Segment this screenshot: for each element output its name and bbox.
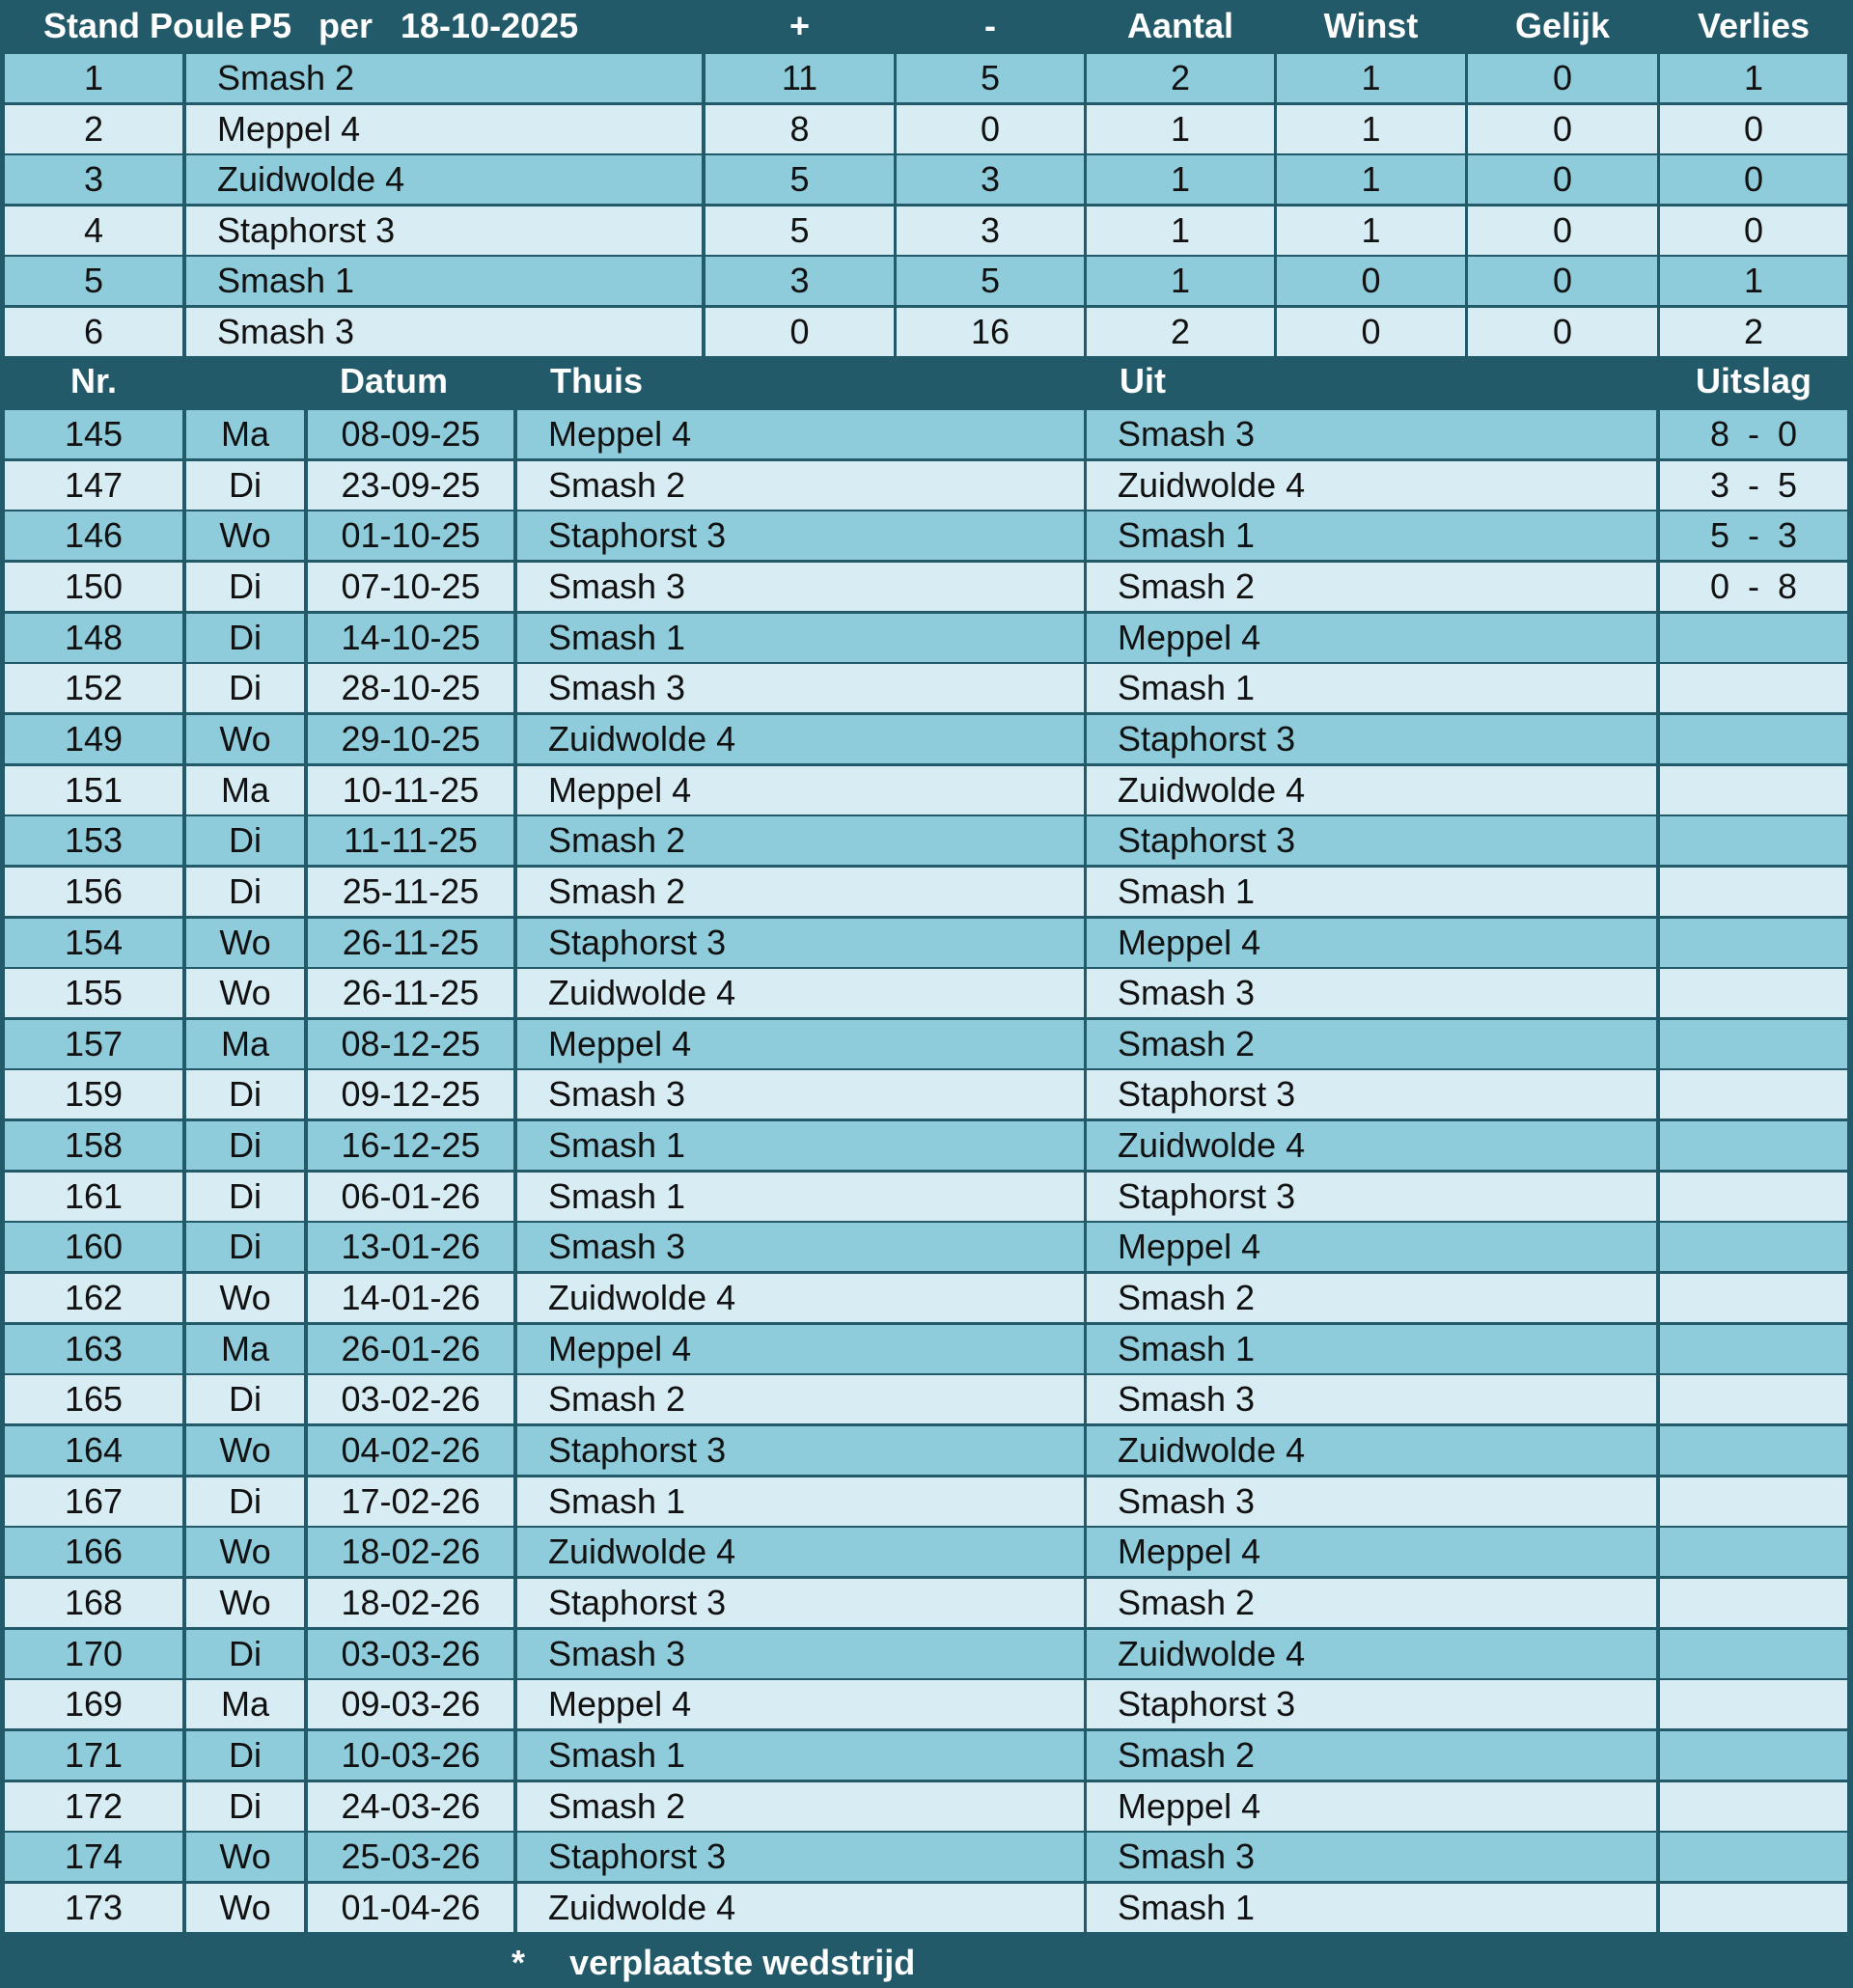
standings-plus: 0 bbox=[705, 308, 894, 356]
match-nr: 160 bbox=[5, 1223, 182, 1271]
footer-note bbox=[512, 1939, 915, 1987]
standings-minus: 3 bbox=[897, 207, 1084, 255]
col-header-plus: + bbox=[788, 6, 811, 45]
standings-aantal: 1 bbox=[1087, 155, 1274, 204]
match-result bbox=[1660, 1426, 1847, 1475]
match-date: 08-12-25 bbox=[308, 1020, 513, 1068]
match-date: 13-01-26 bbox=[308, 1223, 513, 1271]
match-result bbox=[1660, 766, 1847, 815]
col-header-thuis: Thuis bbox=[550, 361, 643, 400]
standings-minus: 3 bbox=[897, 155, 1084, 204]
match-nr: 153 bbox=[5, 816, 182, 865]
match-day: Di bbox=[186, 461, 304, 510]
match-home-team: Smash 2 bbox=[517, 868, 1084, 916]
match-away-team: Staphorst 3 bbox=[1087, 1680, 1656, 1728]
standings-pos: 2 bbox=[5, 105, 182, 153]
standings-title-date: 18-10-2025 bbox=[401, 6, 579, 45]
standings-title-poule: P5 bbox=[249, 6, 292, 45]
match-result bbox=[1660, 715, 1847, 763]
match-date: 11-11-25 bbox=[308, 816, 513, 865]
match-result bbox=[1660, 1630, 1847, 1678]
standings-aantal: 1 bbox=[1087, 257, 1274, 305]
match-date: 24-03-26 bbox=[308, 1782, 513, 1831]
standings-winst: 1 bbox=[1277, 207, 1465, 255]
match-day: Ma bbox=[186, 766, 304, 815]
match-away-team: Staphorst 3 bbox=[1087, 816, 1656, 865]
col-header-nr: Nr. bbox=[69, 361, 118, 400]
match-nr: 170 bbox=[5, 1630, 182, 1678]
match-nr: 163 bbox=[5, 1325, 182, 1373]
match-date: 23-09-25 bbox=[308, 461, 513, 510]
match-day: Di bbox=[186, 1630, 304, 1678]
standings-winst: 0 bbox=[1277, 308, 1465, 356]
match-nr: 169 bbox=[5, 1680, 182, 1728]
result-home-score: 5 bbox=[1709, 515, 1730, 555]
standings-gelijk: 0 bbox=[1468, 155, 1657, 204]
match-nr: 154 bbox=[5, 919, 182, 967]
match-nr: 173 bbox=[5, 1884, 182, 1932]
standings-verlies: 2 bbox=[1660, 308, 1847, 356]
match-result bbox=[1660, 1173, 1847, 1221]
match-result bbox=[1660, 614, 1847, 662]
match-date: 03-02-26 bbox=[308, 1375, 513, 1423]
match-nr: 171 bbox=[5, 1731, 182, 1780]
match-day: Di bbox=[186, 816, 304, 865]
match-home-team: Smash 1 bbox=[517, 1477, 1084, 1526]
standings-aantal: 1 bbox=[1087, 105, 1274, 153]
match-date: 16-12-25 bbox=[308, 1121, 513, 1170]
result-dash: - bbox=[1748, 414, 1759, 454]
match-day: Ma bbox=[186, 1325, 304, 1373]
match-day: Wo bbox=[186, 1426, 304, 1475]
match-result bbox=[1660, 410, 1847, 458]
standings-aantal: 1 bbox=[1087, 207, 1274, 255]
match-day: Di bbox=[186, 1375, 304, 1423]
match-date: 18-02-26 bbox=[308, 1528, 513, 1576]
col-header-minus: - bbox=[984, 6, 996, 45]
match-nr: 145 bbox=[5, 410, 182, 458]
standings-minus: 0 bbox=[897, 105, 1084, 153]
match-away-team: Smash 2 bbox=[1087, 563, 1656, 611]
match-home-team: Smash 1 bbox=[517, 1121, 1084, 1170]
match-date: 10-11-25 bbox=[308, 766, 513, 815]
standings-verlies: 0 bbox=[1660, 207, 1847, 255]
match-home-team: Zuidwolde 4 bbox=[517, 969, 1084, 1017]
match-away-team: Meppel 4 bbox=[1087, 1782, 1656, 1831]
match-day: Di bbox=[186, 664, 304, 712]
match-nr: 159 bbox=[5, 1070, 182, 1118]
result-away-score: 0 bbox=[1777, 414, 1798, 454]
standings-verlies: 0 bbox=[1660, 105, 1847, 153]
standings-team: Meppel 4 bbox=[186, 105, 702, 153]
match-date: 06-01-26 bbox=[308, 1173, 513, 1221]
match-day: Ma bbox=[186, 1680, 304, 1728]
match-result bbox=[1660, 1070, 1847, 1118]
match-nr: 162 bbox=[5, 1274, 182, 1322]
match-result bbox=[1660, 1121, 1847, 1170]
match-home-team: Meppel 4 bbox=[517, 1680, 1084, 1728]
match-home-team: Staphorst 3 bbox=[517, 511, 1084, 560]
match-home-team: Meppel 4 bbox=[517, 410, 1084, 458]
match-date: 04-02-26 bbox=[308, 1426, 513, 1475]
standings-winst: 1 bbox=[1277, 105, 1465, 153]
match-date: 28-10-25 bbox=[308, 664, 513, 712]
match-day: Wo bbox=[186, 511, 304, 560]
match-date: 08-09-25 bbox=[308, 410, 513, 458]
match-nr: 151 bbox=[5, 766, 182, 815]
match-away-team: Meppel 4 bbox=[1087, 1528, 1656, 1576]
footer-note-text: verplaatste wedstrijd bbox=[569, 1943, 916, 1982]
match-away-team: Smash 1 bbox=[1087, 664, 1656, 712]
match-day: Di bbox=[186, 1782, 304, 1831]
standings-pos: 1 bbox=[5, 54, 182, 102]
match-home-team: Smash 3 bbox=[517, 1630, 1084, 1678]
standings-gelijk: 0 bbox=[1468, 308, 1657, 356]
match-day: Wo bbox=[186, 1274, 304, 1322]
match-day: Wo bbox=[186, 715, 304, 763]
match-away-team: Smash 1 bbox=[1087, 1884, 1656, 1932]
match-date: 14-01-26 bbox=[308, 1274, 513, 1322]
match-date: 29-10-25 bbox=[308, 715, 513, 763]
match-day: Di bbox=[186, 1070, 304, 1118]
match-away-team: Zuidwolde 4 bbox=[1087, 766, 1656, 815]
match-home-team: Zuidwolde 4 bbox=[517, 1884, 1084, 1932]
match-day: Di bbox=[186, 614, 304, 662]
match-day: Ma bbox=[186, 1020, 304, 1068]
match-day: Wo bbox=[186, 969, 304, 1017]
match-result bbox=[1660, 511, 1847, 560]
standings-plus: 5 bbox=[705, 155, 894, 204]
match-date: 17-02-26 bbox=[308, 1477, 513, 1526]
standings-gelijk: 0 bbox=[1468, 105, 1657, 153]
standings-verlies: 0 bbox=[1660, 155, 1847, 204]
match-home-team: Staphorst 3 bbox=[517, 919, 1084, 967]
match-date: 01-04-26 bbox=[308, 1884, 513, 1932]
standings-winst: 0 bbox=[1277, 257, 1465, 305]
match-day: Wo bbox=[186, 1884, 304, 1932]
standings-title-prefix: Stand Poule bbox=[43, 6, 245, 45]
match-away-team: Smash 3 bbox=[1087, 969, 1656, 1017]
match-result bbox=[1660, 1375, 1847, 1423]
match-day: Di bbox=[186, 868, 304, 916]
standings-verlies: 1 bbox=[1660, 54, 1847, 102]
match-result bbox=[1660, 563, 1847, 611]
match-result bbox=[1660, 1782, 1847, 1831]
standings-minus: 16 bbox=[897, 308, 1084, 356]
match-nr: 147 bbox=[5, 461, 182, 510]
standings-team: Smash 2 bbox=[186, 54, 702, 102]
match-home-team: Staphorst 3 bbox=[517, 1833, 1084, 1881]
match-nr: 161 bbox=[5, 1173, 182, 1221]
standings-gelijk: 0 bbox=[1468, 207, 1657, 255]
result-home-score: 8 bbox=[1709, 414, 1730, 454]
standings-plus: 3 bbox=[705, 257, 894, 305]
match-nr: 166 bbox=[5, 1528, 182, 1576]
match-day: Di bbox=[186, 1223, 304, 1271]
match-home-team: Smash 3 bbox=[517, 1223, 1084, 1271]
match-home-team: Zuidwolde 4 bbox=[517, 1274, 1084, 1322]
match-result bbox=[1660, 1528, 1847, 1576]
match-away-team: Smash 2 bbox=[1087, 1020, 1656, 1068]
match-away-team: Zuidwolde 4 bbox=[1087, 1630, 1656, 1678]
match-away-team: Smash 2 bbox=[1087, 1274, 1656, 1322]
match-nr: 164 bbox=[5, 1426, 182, 1475]
match-date: 09-03-26 bbox=[308, 1680, 513, 1728]
standings-minus: 5 bbox=[897, 54, 1084, 102]
match-result bbox=[1660, 919, 1847, 967]
match-day: Ma bbox=[186, 410, 304, 458]
match-away-team: Smash 3 bbox=[1087, 410, 1656, 458]
match-home-team: Smash 2 bbox=[517, 816, 1084, 865]
standings-plus: 11 bbox=[705, 54, 894, 102]
result-dash: - bbox=[1748, 566, 1759, 606]
match-away-team: Meppel 4 bbox=[1087, 614, 1656, 662]
match-home-team: Staphorst 3 bbox=[517, 1579, 1084, 1627]
match-home-team: Smash 3 bbox=[517, 563, 1084, 611]
match-away-team: Meppel 4 bbox=[1087, 1223, 1656, 1271]
standings-pos: 3 bbox=[5, 155, 182, 204]
match-home-team: Smash 2 bbox=[517, 1375, 1084, 1423]
match-result bbox=[1660, 1477, 1847, 1526]
match-nr: 152 bbox=[5, 664, 182, 712]
match-home-team: Smash 2 bbox=[517, 1782, 1084, 1831]
standings-pos: 4 bbox=[5, 207, 182, 255]
match-result bbox=[1660, 1325, 1847, 1373]
match-away-team: Smash 3 bbox=[1087, 1833, 1656, 1881]
footer-asterisk: * bbox=[512, 1943, 526, 1982]
match-result bbox=[1660, 1223, 1847, 1271]
match-away-team: Zuidwolde 4 bbox=[1087, 1426, 1656, 1475]
match-nr: 156 bbox=[5, 868, 182, 916]
match-nr: 158 bbox=[5, 1121, 182, 1170]
match-away-team: Zuidwolde 4 bbox=[1087, 461, 1656, 510]
match-home-team: Meppel 4 bbox=[517, 1020, 1084, 1068]
match-away-team: Smash 2 bbox=[1087, 1579, 1656, 1627]
col-header-aantal: Aantal bbox=[1126, 6, 1234, 45]
match-home-team: Meppel 4 bbox=[517, 1325, 1084, 1373]
col-header-datum: Datum bbox=[340, 361, 449, 400]
match-home-team: Smash 1 bbox=[517, 1731, 1084, 1780]
result-home-score: 3 bbox=[1709, 465, 1730, 505]
match-result bbox=[1660, 1274, 1847, 1322]
match-date: 26-11-25 bbox=[308, 969, 513, 1017]
match-away-team: Staphorst 3 bbox=[1087, 715, 1656, 763]
match-nr: 146 bbox=[5, 511, 182, 560]
result-dash: - bbox=[1748, 465, 1759, 505]
match-date: 14-10-25 bbox=[308, 614, 513, 662]
match-result bbox=[1660, 1680, 1847, 1728]
match-result bbox=[1660, 1020, 1847, 1068]
match-nr: 149 bbox=[5, 715, 182, 763]
match-away-team: Smash 3 bbox=[1087, 1477, 1656, 1526]
match-date: 18-02-26 bbox=[308, 1579, 513, 1627]
match-day: Di bbox=[186, 1477, 304, 1526]
match-home-team: Staphorst 3 bbox=[517, 1426, 1084, 1475]
result-away-score: 5 bbox=[1777, 465, 1798, 505]
match-away-team: Smash 2 bbox=[1087, 1731, 1656, 1780]
standings-plus: 8 bbox=[705, 105, 894, 153]
match-date: 10-03-26 bbox=[308, 1731, 513, 1780]
match-result bbox=[1660, 664, 1847, 712]
standings-team: Smash 1 bbox=[186, 257, 702, 305]
result-away-score: 3 bbox=[1777, 515, 1798, 555]
match-result bbox=[1660, 1833, 1847, 1881]
match-day: Di bbox=[186, 1731, 304, 1780]
col-header-verlies: Verlies bbox=[1697, 6, 1811, 45]
match-result bbox=[1660, 461, 1847, 510]
match-nr: 150 bbox=[5, 563, 182, 611]
standings-team: Zuidwolde 4 bbox=[186, 155, 702, 204]
match-day: Di bbox=[186, 1121, 304, 1170]
match-date: 03-03-26 bbox=[308, 1630, 513, 1678]
standings-gelijk: 0 bbox=[1468, 54, 1657, 102]
standings-plus: 5 bbox=[705, 207, 894, 255]
match-day: Wo bbox=[186, 1833, 304, 1881]
match-away-team: Zuidwolde 4 bbox=[1087, 1121, 1656, 1170]
match-day: Wo bbox=[186, 919, 304, 967]
match-away-team: Staphorst 3 bbox=[1087, 1070, 1656, 1118]
result-dash: - bbox=[1748, 515, 1759, 555]
match-date: 26-01-26 bbox=[308, 1325, 513, 1373]
col-header-uit: Uit bbox=[1120, 361, 1166, 400]
match-result bbox=[1660, 868, 1847, 916]
schedule-header-band bbox=[0, 357, 1853, 408]
standings-pos: 5 bbox=[5, 257, 182, 305]
match-date: 25-03-26 bbox=[308, 1833, 513, 1881]
match-result bbox=[1660, 1884, 1847, 1932]
standings-winst: 1 bbox=[1277, 155, 1465, 204]
match-nr: 157 bbox=[5, 1020, 182, 1068]
match-away-team: Smash 3 bbox=[1087, 1375, 1656, 1423]
col-header-winst: Winst bbox=[1323, 6, 1419, 45]
match-home-team: Zuidwolde 4 bbox=[517, 1528, 1084, 1576]
match-day: Wo bbox=[186, 1528, 304, 1576]
col-header-uitslag: Uitslag bbox=[1695, 361, 1812, 400]
footer-band bbox=[0, 1935, 1853, 1988]
match-result bbox=[1660, 1731, 1847, 1780]
standings-team: Staphorst 3 bbox=[186, 207, 702, 255]
match-away-team: Smash 1 bbox=[1087, 868, 1656, 916]
standings-pos: 6 bbox=[5, 308, 182, 356]
match-date: 09-12-25 bbox=[308, 1070, 513, 1118]
match-nr: 168 bbox=[5, 1579, 182, 1627]
match-nr: 165 bbox=[5, 1375, 182, 1423]
match-date: 07-10-25 bbox=[308, 563, 513, 611]
result-home-score: 0 bbox=[1709, 566, 1730, 606]
match-day: Di bbox=[186, 1173, 304, 1221]
match-away-team: Meppel 4 bbox=[1087, 919, 1656, 967]
match-home-team: Smash 3 bbox=[517, 1070, 1084, 1118]
match-date: 26-11-25 bbox=[308, 919, 513, 967]
standings-title-per: per bbox=[318, 6, 373, 45]
match-nr: 174 bbox=[5, 1833, 182, 1881]
match-home-team: Smash 1 bbox=[517, 614, 1084, 662]
match-home-team: Zuidwolde 4 bbox=[517, 715, 1084, 763]
match-home-team: Smash 3 bbox=[517, 664, 1084, 712]
result-away-score: 8 bbox=[1777, 566, 1798, 606]
match-away-team: Smash 1 bbox=[1087, 1325, 1656, 1373]
standings-minus: 5 bbox=[897, 257, 1084, 305]
standings-verlies: 1 bbox=[1660, 257, 1847, 305]
match-date: 01-10-25 bbox=[308, 511, 513, 560]
match-home-team: Smash 1 bbox=[517, 1173, 1084, 1221]
match-nr: 155 bbox=[5, 969, 182, 1017]
match-result bbox=[1660, 816, 1847, 865]
match-day: Wo bbox=[186, 1579, 304, 1627]
match-date: 25-11-25 bbox=[308, 868, 513, 916]
match-result bbox=[1660, 1579, 1847, 1627]
standings-gelijk: 0 bbox=[1468, 257, 1657, 305]
standings-team: Smash 3 bbox=[186, 308, 702, 356]
standings-aantal: 2 bbox=[1087, 54, 1274, 102]
match-away-team: Smash 1 bbox=[1087, 511, 1656, 560]
match-nr: 148 bbox=[5, 614, 182, 662]
standings-aantal: 2 bbox=[1087, 308, 1274, 356]
match-home-team: Smash 2 bbox=[517, 461, 1084, 510]
match-day: Di bbox=[186, 563, 304, 611]
match-home-team: Meppel 4 bbox=[517, 766, 1084, 815]
match-nr: 172 bbox=[5, 1782, 182, 1831]
match-nr: 167 bbox=[5, 1477, 182, 1526]
standings-winst: 1 bbox=[1277, 54, 1465, 102]
col-header-gelijk: Gelijk bbox=[1514, 6, 1611, 45]
match-result bbox=[1660, 969, 1847, 1017]
match-away-team: Staphorst 3 bbox=[1087, 1173, 1656, 1221]
